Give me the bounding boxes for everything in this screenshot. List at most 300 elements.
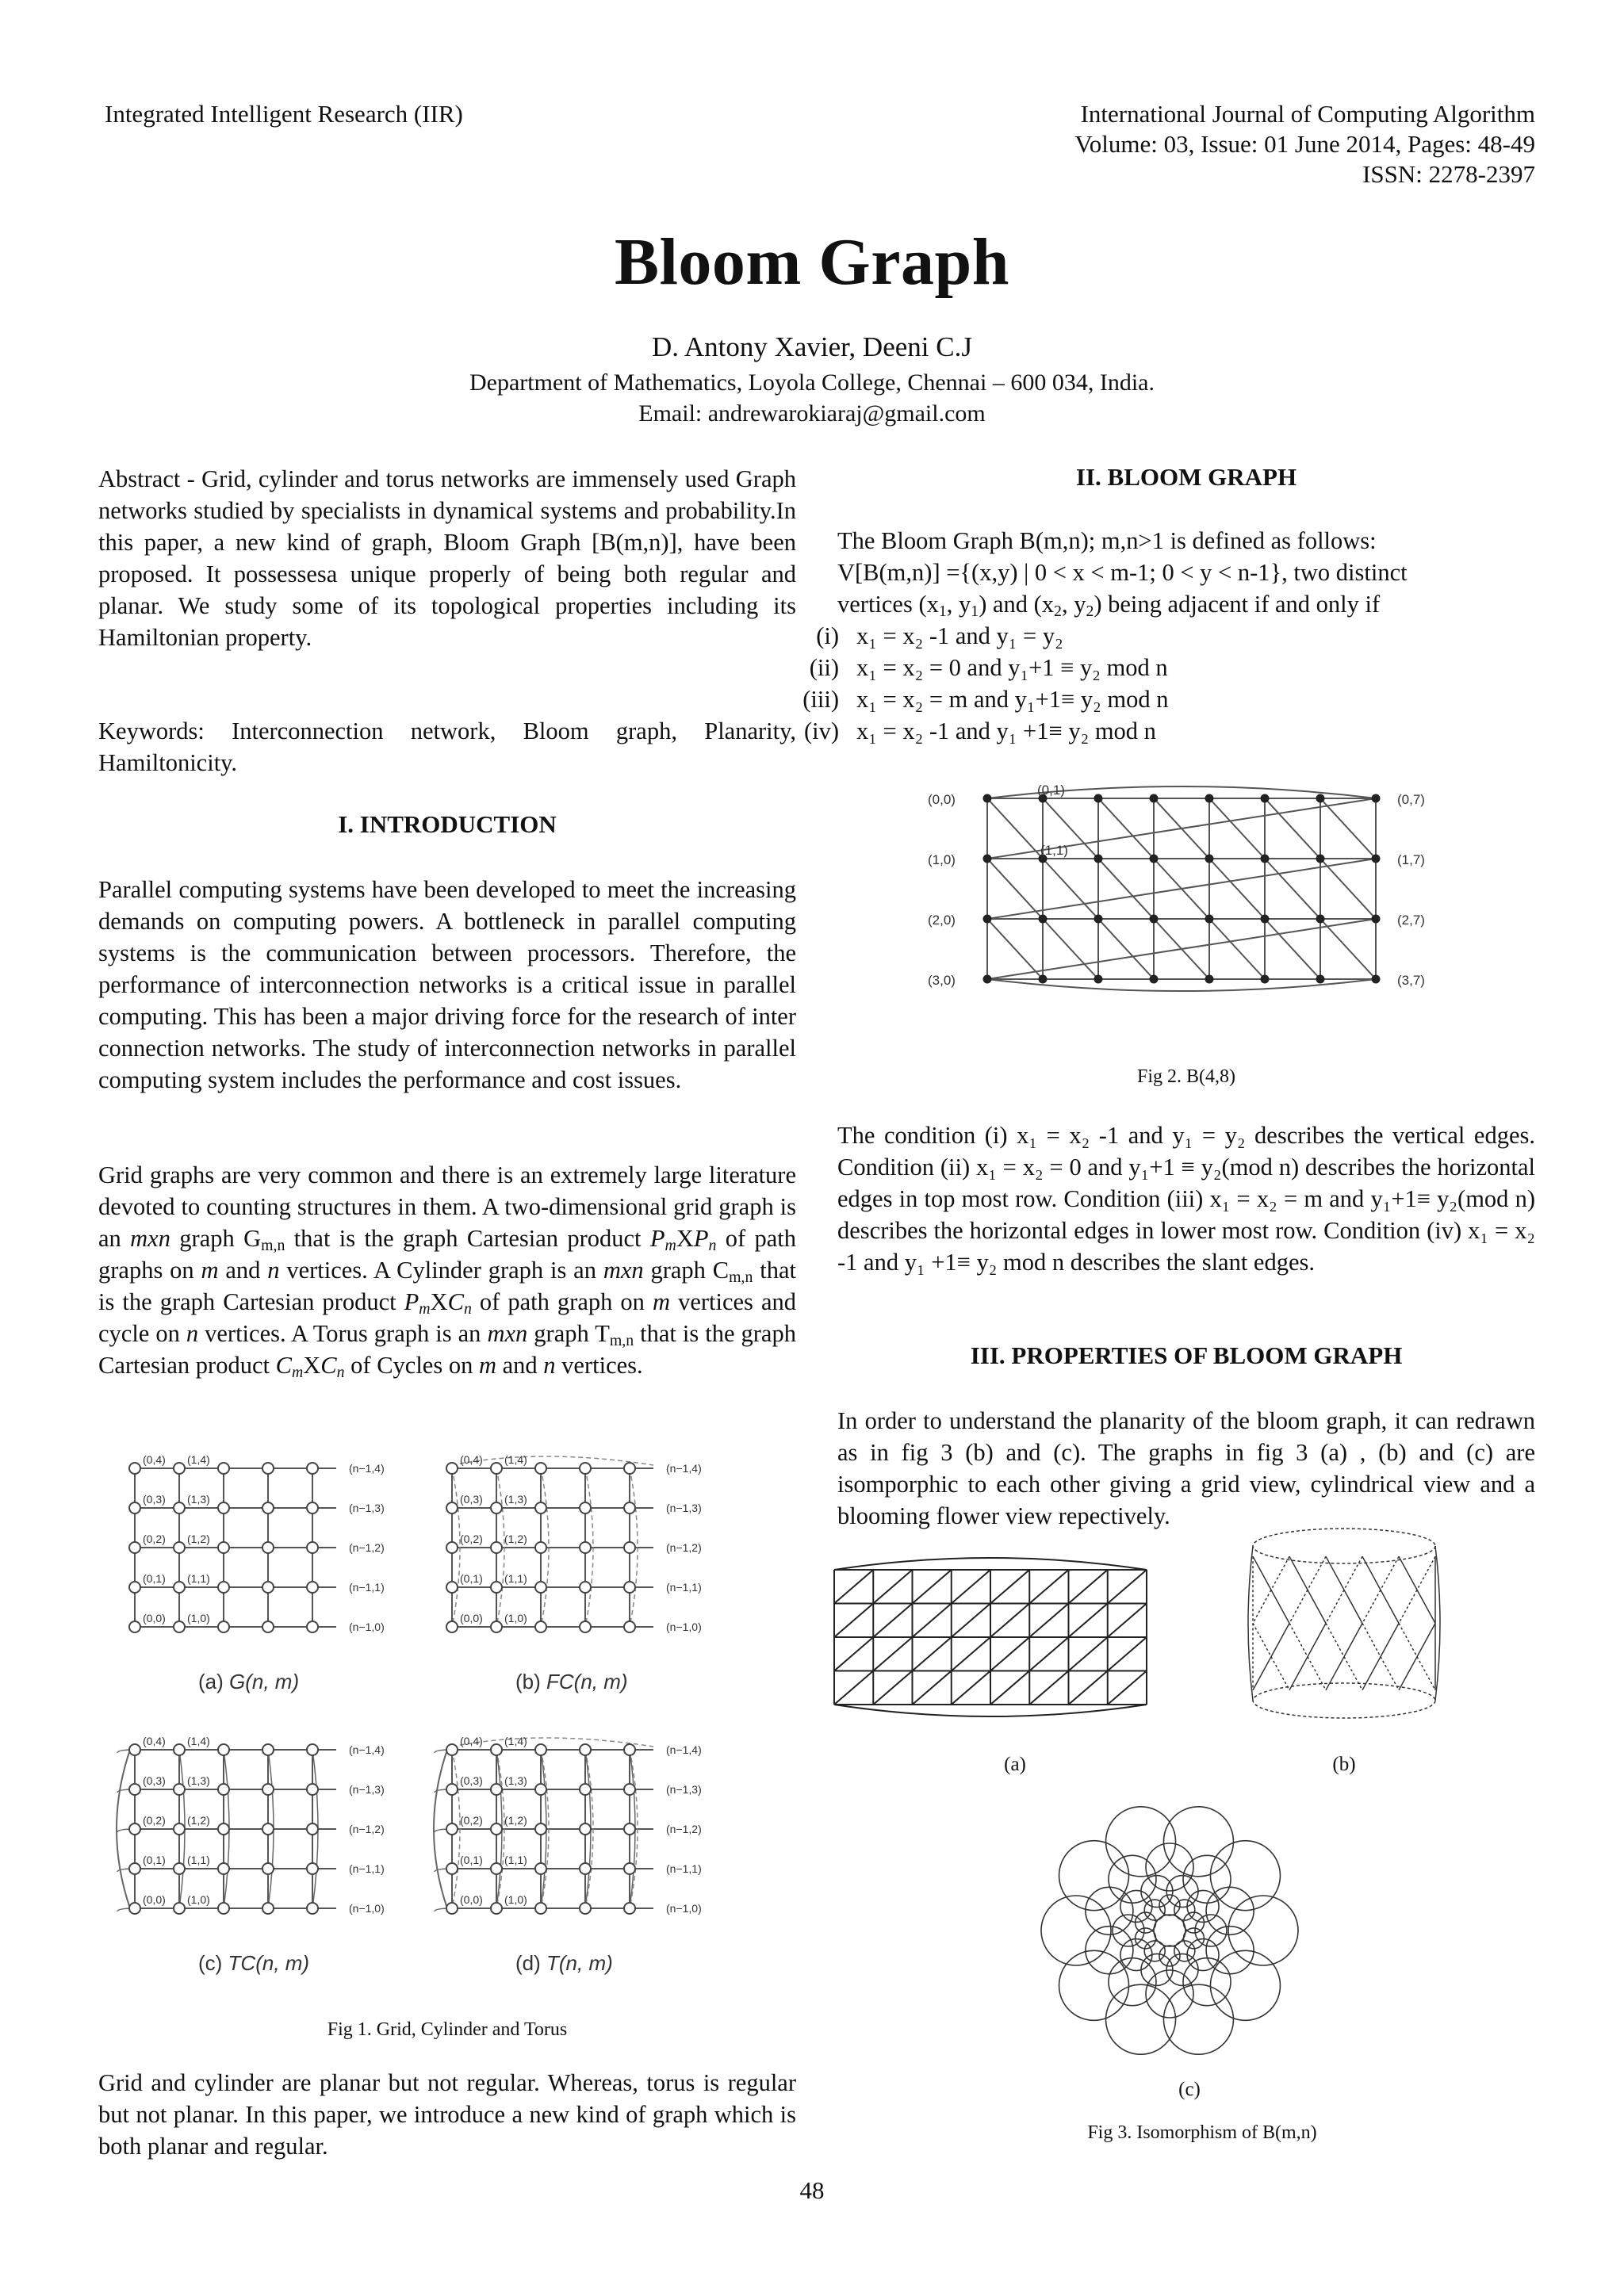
fig3a-edge [1108,1637,1147,1671]
section-3-paragraph: In order to understand the planarity of the bloom graph, it can redrawn as in fig 3 (b) and (c). The graphs in fig 3 (a) , (b) and (c) are isomporphic to each other giving a grid view, cylindrical view and a blooming flower view repectively. [837,1407,1535,1529]
fig2-vertex [1261,855,1270,863]
figure-3a-label: (a) [1004,1754,1026,1775]
fig2-edge [1265,919,1320,979]
condition-item: (ii) x₁ = x₂ = 0 and y₁+1 ≡ y₂ mod n [809,654,1168,681]
fig1-vertex [129,1463,140,1474]
fig1-vertex [580,1823,591,1835]
fig3a-edge [990,1570,1029,1604]
fig1-vertex [307,1502,318,1513]
fig1-node-label: (0,4) [460,1735,483,1747]
fig1-vertex [129,1502,140,1513]
fig2-edge [1320,859,1376,919]
fig2-vertex [1372,794,1381,803]
fig1-node-label: (n−1,1) [349,1581,385,1594]
fig2-vertex [1372,855,1381,863]
fig2-vertex [1316,975,1325,984]
figure-1-caption: Fig 1. Grid, Cylinder and Torus [327,2019,568,2040]
fig1-node-label: (1,4) [187,1453,210,1466]
fig1-node-label: (n−1,3) [666,1502,702,1514]
fig1-node-label: (n−1,0) [349,1621,385,1633]
fig2-edge [987,919,1043,979]
fig1-node-label: (1,3) [187,1493,210,1506]
fig1-vertex [624,1903,635,1914]
fig2-vertex [983,794,992,803]
definition-line-3: vertices ($x_1$, $y_1$) and ($x_2$, $y_2$) being adjacent if and only if [837,591,1381,620]
fig2-label: (0,1) [1037,783,1065,798]
fig1-node-label: (n−1,0) [666,1902,702,1915]
fig1-vertex [218,1903,229,1914]
fig1-node-label: (n−1,1) [349,1862,385,1875]
intro-paragraph-1: Parallel computing systems have been developed to meet the increasing demands on computing powers. A bottleneck in parallel computing systems is the communication between processors. Therefore, the performance of interconnection networks is a critical issue in parallel computing. This has been a major driving force for the research of inter connection networks. The study of interconnection networks in parallel computing system includes the performance and cost issues. [98,876,796,1093]
fig1-vertex [535,1823,546,1835]
definition-line-1: The Bloom Graph B(m,n); m,n>1 is defined as follows: [837,527,1377,554]
fig1-node-label: (1,4) [187,1735,210,1747]
fig1-vertex [174,1463,185,1474]
fig2-edge [1209,798,1265,859]
fig2-edge [987,859,1043,919]
fig2-label: (3,7) [1397,973,1425,988]
fig1-vertex [580,1621,591,1632]
abstract: Abstract - Grid, cylinder and torus networks are immensely used Graph networks studied by specialists in dynamical systems and probability.In this paper, a new kind of graph, Bloom Graph [B(m,n)], have been proposed. It possessesa unique properly of being both regular and planar. We study some of its topological properties including its Hamiltonian property. [98,465,796,651]
header-volume: Volume: 03, Issue: 01 June 2014, Pages: 48-49 [1074,130,1535,158]
fig3a-edge [990,1604,1029,1638]
fig1-vertex [624,1502,635,1513]
fig3a-edge [990,1637,1029,1671]
fig3a-edge [1108,1604,1147,1638]
fig1-vertex [218,1863,229,1874]
fig1-vertex [446,1542,458,1553]
header-issn: ISSN: 2278-2397 [1362,160,1535,188]
fig3c-petal [1159,1895,1180,1915]
fig1-node-label: (0,1) [143,1854,166,1866]
fig1-vertex [491,1502,502,1513]
fig1-node-label: (0,2) [460,1814,483,1827]
fig1-vertex [624,1582,635,1593]
fig1-vertex [446,1823,458,1835]
fig1-node-label: (n−1,0) [666,1621,702,1633]
fig1-node-label: (0,0) [143,1893,166,1906]
fig2-vertex [983,915,992,924]
fig3a-edge [1108,1570,1147,1604]
fig2-edge [1265,859,1320,919]
fig3a-edge [1029,1570,1068,1604]
fig2-edge [1098,798,1154,859]
fig1-vertex [535,1744,546,1755]
fig3a-edge [952,1604,990,1638]
fig2-label: (1,0) [928,852,956,867]
fig2-edge [1265,798,1320,859]
fig1-node-label: (n−1,2) [349,1541,385,1554]
condition-item: (iii) x₁ = x₂ = m and y₁+1≡ y₂ mod n [802,686,1169,713]
fig1-node-label: (0,3) [143,1774,166,1787]
fig1-vertex [218,1621,229,1632]
fig1-node-label: (1,1) [187,1572,210,1585]
fig1-vertex [580,1542,591,1553]
fig3a-edge [834,1558,1147,1570]
fig1-node-label: (n−1,1) [666,1862,702,1875]
fig1-vertex [535,1903,546,1914]
fig1-vertex [307,1542,318,1553]
fig1-vertex [174,1863,185,1874]
fig1-vertex [307,1582,318,1593]
fig2-edge [1098,859,1154,919]
fig2-label: (1,7) [1397,852,1425,867]
fig1-vertex [446,1621,458,1632]
fig1-node-label: (0,1) [460,1572,483,1585]
fig2-edge [1043,859,1098,919]
fig2-label: (2,0) [928,913,956,928]
fig1-vertex [174,1903,185,1914]
section-3-heading: III. PROPERTIES OF BLOOM GRAPH [970,1341,1403,1369]
fig3a-edge [1108,1671,1147,1705]
fig1-vertex [218,1542,229,1553]
fig1-vertex [262,1502,274,1513]
fig1-vertex [491,1744,502,1755]
fig1-node-label: (1,3) [504,1774,527,1787]
fig3a-edge [834,1570,873,1604]
authors: D. Antony Xavier, Deeni C.J [652,331,972,362]
fig3a-edge [873,1671,912,1705]
fig3a-edge [990,1671,1029,1705]
fig2-label: (2,7) [1397,913,1425,928]
fig1-node-label: (1,1) [504,1572,527,1585]
fig2-vertex [1261,975,1270,984]
fig1-node-label: (1,1) [504,1854,527,1866]
definition-line-2: V[B(m,n)] ={(x,y) | 0 < x < m-1; 0 < y < n-1}, two distinct [837,559,1408,586]
fig1-vertex [624,1744,635,1755]
fig1-node-label: (0,0) [460,1612,483,1624]
intro-paragraph-2: Grid graphs are very common and there is an extremely large literature devoted to counting structures in them. A two-dimensional grid graph is an mxn graph $G_{m,n}$ that is the graph Cartesian product $P_mXP_n$ of path graphs on m and n vertices. A Cylinder graph is an mxn graph $C_{m,n}$ that is the graph Cartesian product $P_mXC_n$ of path graph on m vertices and cycle on n vertices. A Torus graph is an mxn graph $T_{m,n}$ that is the graph Cartesian product $C_mXC_n$ of Cycles on m and n vertices. [98,1161,796,1381]
fig1-vertex [491,1542,502,1553]
figure-3a-grid-view [833,1546,1150,1728]
fig1-node-label: (1,0) [504,1612,527,1624]
fig1-panel [446,1453,702,1693]
section-2-heading: II. BLOOM GRAPH [1075,463,1297,491]
fig1-node-label: (0,3) [460,1493,483,1506]
fig1-vertex [262,1621,274,1632]
fig3a-edge [873,1604,912,1638]
figure-2-bloom-graph-b48 [912,781,1427,1019]
fig1-panel-caption: (a) G(n, m) [198,1670,300,1693]
fig2-vertex [1150,794,1159,803]
fig3a-edge [1029,1671,1068,1705]
fig2-edge [1320,919,1376,979]
fig1-vertex [446,1784,458,1795]
fig1-vertex [446,1582,458,1593]
closing-paragraph: Grid and cylinder are planar but not regular. Whereas, torus is regular but not planar. In this paper, we introduce a new kind of graph which is both planar and regular. [98,2069,796,2160]
fig1-node-label: (n−1,3) [666,1783,702,1796]
fig2-vertex [1205,794,1214,803]
fig1-node-label: (0,3) [460,1774,483,1787]
fig2-edge [1209,919,1265,979]
section-1-heading: I. INTRODUCTION [338,810,557,838]
header-journal: International Journal of Computing Algorithm [1080,100,1535,128]
fig1-vertex [491,1582,502,1593]
fig3a-edge [1069,1570,1108,1604]
fig1-node-label: (0,4) [460,1453,483,1466]
fig1-vertex [624,1823,635,1835]
fig1-vertex [218,1823,229,1835]
condition-explanation: The condition (i) x₁ = x₂ -1 and y₁ = y₂ describes the vertical edges. Condition (ii) x₁ = x₂ = 0 and y₁+1 ≡ y₂(mod n) describes the horizontal edges in top most row. Condition (iii) x₁ = x₂ = m and y₁+1≡ y₂(mod n) describes the horizontal edges in lower most row. Condition (iv) x₁ = x₂ -1 and y₁ +1≡ y₂ mod n describes the slant edges. [837,1122,1535,1276]
fig1-vertex [129,1863,140,1874]
fig1-vertex [307,1463,318,1474]
fig2-edge [1043,919,1098,979]
fig3c-petal [1159,1946,1180,1966]
fig1-node-label: (n−1,3) [349,1502,385,1514]
fig1-node-label: (1,2) [504,1814,527,1827]
fig1-vertex [535,1542,546,1553]
fig1-node-label: (0,1) [460,1854,483,1866]
figure-3c-flower-view [1039,1800,1300,2061]
fig1-node-label: (n−1,4) [666,1743,702,1756]
fig1-vertex [491,1784,502,1795]
figure-3-caption: Fig 3. Isomorphism of B(m,n) [1087,2122,1317,2143]
fig2-vertex [1094,855,1103,863]
fig1-vertex [218,1784,229,1795]
fig1-vertex [624,1463,635,1474]
fig1-vertex [580,1903,591,1914]
fig1-vertex [129,1823,140,1835]
fig1-vertex [446,1863,458,1874]
fig1-vertex [129,1542,140,1553]
fig1-vertex [580,1784,591,1795]
fig2-vertex [1205,915,1214,924]
fig1-vertex [174,1582,185,1593]
fig3b-edge [1253,1529,1435,1563]
fig1-node-label: (1,2) [187,1533,210,1545]
fig2-vertex [1094,794,1103,803]
fig1-vertex [624,1863,635,1874]
fig1-vertex [174,1542,185,1553]
fig1-vertex [446,1463,458,1474]
fig1-vertex [446,1903,458,1914]
fig2-vertex [1316,855,1325,863]
figure-2-caption: Fig 2. B(4,8) [1136,1066,1235,1087]
fig3a-edge [834,1671,873,1705]
fig1-vertex [262,1542,274,1553]
fig1-node-label: (n−1,2) [666,1823,702,1835]
fig3a-edge [913,1637,952,1671]
fig2-edge [987,798,1043,859]
fig1-node-label: (0,0) [143,1612,166,1624]
fig3a-edge [873,1570,912,1604]
fig2-vertex [1150,915,1159,924]
fig1-vertex [174,1621,185,1632]
fig2-vertex [1261,794,1270,803]
fig3a-edge [952,1570,990,1604]
fig2-label: (0,0) [928,792,956,807]
fig3c-petal [1163,1807,1233,1877]
fig1-vertex [580,1502,591,1513]
fig1-node-label: (n−1,2) [666,1541,702,1554]
fig1-vertex [262,1903,274,1914]
fig1-vertex [491,1863,502,1874]
fig3c-center [1154,1915,1185,1946]
fig1-vertex [446,1502,458,1513]
condition-item: (iv) x₁ = x₂ -1 and y₁ +1≡ y₂ mod n [803,718,1156,744]
fig1-vertex [580,1582,591,1593]
fig3a-edge [952,1637,990,1671]
fig3b-edge [1248,1546,1253,1701]
fig3a-edge [834,1705,1147,1716]
fig1-node-label: (0,0) [460,1893,483,1906]
fig2-vertex [1316,794,1325,803]
fig2-label: (1,1) [1040,843,1068,858]
fig1-node-label: (0,3) [143,1493,166,1506]
fig2-vertex [983,975,992,984]
condition-item: (i) x₁ = x₂ -1 and y₁ = y₂ [816,622,1063,649]
fig2-vertex [1094,975,1103,984]
fig1-node-label: (n−1,2) [349,1823,385,1835]
fig3c-petal [1106,1807,1176,1877]
fig1-vertex [446,1744,458,1755]
fig1-node-label: (0,2) [143,1814,166,1827]
header-left: Integrated Intelligent Research (IIR) [105,100,463,128]
fig1-vertex [129,1784,140,1795]
fig1-vertex [174,1823,185,1835]
fig1-vertex [535,1863,546,1874]
fig1-vertex [218,1463,229,1474]
fig3a-edge [913,1604,952,1638]
fig2-vertex [1039,915,1048,924]
fig2-label: (0,7) [1397,792,1425,807]
fig1-vertex [535,1502,546,1513]
fig1-node-label: (n−1,4) [349,1743,385,1756]
fig1-node-label: (1,4) [504,1453,527,1466]
fig1-vertex [262,1784,274,1795]
fig1-vertex [218,1502,229,1513]
fig1-vertex [580,1744,591,1755]
fig1-vertex [262,1744,274,1755]
affiliation: Department of Mathematics, Loyola College, Chennai – 600 034, India. [469,369,1155,396]
fig2-vertex [1039,975,1048,984]
figure-3c-label: (c) [1178,2079,1201,2100]
keywords: Keywords: Interconnection network, Bloom graph, Planarity, Hamiltonicity. [98,718,796,776]
fig1-node-label: (0,1) [143,1572,166,1585]
fig1-node-label: (0,4) [143,1453,166,1466]
fig1-vertex [535,1463,546,1474]
fig1-node-label: (1,1) [187,1854,210,1866]
fig1-node-label: (n−1,4) [666,1462,702,1475]
fig2-edge [987,919,1376,979]
fig1-vertex [307,1621,318,1632]
fig3c-petal [1163,1984,1233,2054]
fig1-vertex [262,1582,274,1593]
fig1-vertex [307,1903,318,1914]
fig3a-edge [1069,1637,1108,1671]
paper-title: Bloom Graph [615,225,1009,299]
fig3a-edge [952,1671,990,1705]
fig1-vertex [307,1744,318,1755]
fig2-vertex [983,855,992,863]
fig1-vertex [624,1542,635,1553]
fig3a-edge [1069,1671,1108,1705]
fig1-vertex [491,1621,502,1632]
fig1-node-label: (n−1,4) [349,1462,385,1475]
fig1-node-label: (0,2) [460,1533,483,1545]
fig1-vertex [535,1621,546,1632]
fig3b-edge [1253,1683,1435,1718]
fig1-vertex [218,1744,229,1755]
figure-3b-cylinder-view [1237,1522,1451,1728]
fig1-panel [434,1735,702,1975]
fig2-vertex [1316,915,1325,924]
fig1-node-label: (n−1,1) [666,1581,702,1594]
fig2-vertex [1150,855,1159,863]
fig1-vertex [262,1463,274,1474]
fig3c-petal [1106,1984,1176,2054]
fig2-vertex [1150,975,1159,984]
fig1-node-label: (1,2) [187,1814,210,1827]
email: Email: andrewarokiaraj@gmail.com [638,400,986,427]
fig1-node-label: (1,3) [187,1774,210,1787]
fig2-vertex [1094,915,1103,924]
fig1-vertex [174,1502,185,1513]
fig1-node-label: (1,0) [504,1893,527,1906]
page-number: 48 [799,2176,825,2204]
fig1-vertex [491,1823,502,1835]
fig3a-edge [913,1671,952,1705]
fig2-vertex [1372,975,1381,984]
fig1-node-label: (0,2) [143,1533,166,1545]
fig3a-edge [1069,1604,1108,1638]
fig3a-edge [1029,1637,1068,1671]
fig1-vertex [535,1582,546,1593]
fig2-vertex [1205,855,1214,863]
fig1-node-label: (1,2) [504,1533,527,1545]
fig1-vertex [129,1582,140,1593]
adjacency-conditions [793,620,1507,747]
fig1-node-label: (n−1,3) [349,1783,385,1796]
figure-3b-label: (b) [1332,1754,1356,1775]
fig1-vertex [174,1744,185,1755]
fig3b-edge [1435,1546,1440,1701]
fig1-vertex [624,1621,635,1632]
fig1-vertex [262,1823,274,1835]
fig1-vertex [491,1903,502,1914]
fig1-vertex [491,1463,502,1474]
fig1-vertex [307,1823,318,1835]
fig1-vertex [218,1582,229,1593]
fig1-node-label: (1,0) [187,1612,210,1624]
fig1-node-label: (0,4) [143,1735,166,1747]
fig1-node-label: (1,4) [504,1735,527,1747]
fig1-vertex [129,1903,140,1914]
fig1-panel-caption: (d) T(n, m) [515,1951,613,1975]
fig1-node-label: (1,0) [187,1893,210,1906]
fig1-vertex [580,1463,591,1474]
fig1-panel [129,1453,385,1693]
fig2-edge [1320,798,1376,859]
fig1-vertex [580,1863,591,1874]
fig1-panel-caption: (b) FC(n, m) [515,1670,628,1693]
figure-1 [95,1443,730,2014]
fig2-edge [1098,919,1154,979]
fig3a-edge [834,1637,873,1671]
fig3a-edge [873,1637,912,1671]
fig1-vertex [535,1784,546,1795]
fig1-panel-caption: (c) TC(n, m) [198,1951,310,1975]
fig1-vertex [129,1621,140,1632]
fig1-node-label: (1,3) [504,1493,527,1506]
fig3a-edge [913,1570,952,1604]
fig1-vertex [129,1744,140,1755]
fig2-vertex [1261,915,1270,924]
fig2-vertex [1205,975,1214,984]
fig2-edge [1209,859,1265,919]
fig1-vertex [174,1784,185,1795]
fig2-edge [987,859,1376,919]
